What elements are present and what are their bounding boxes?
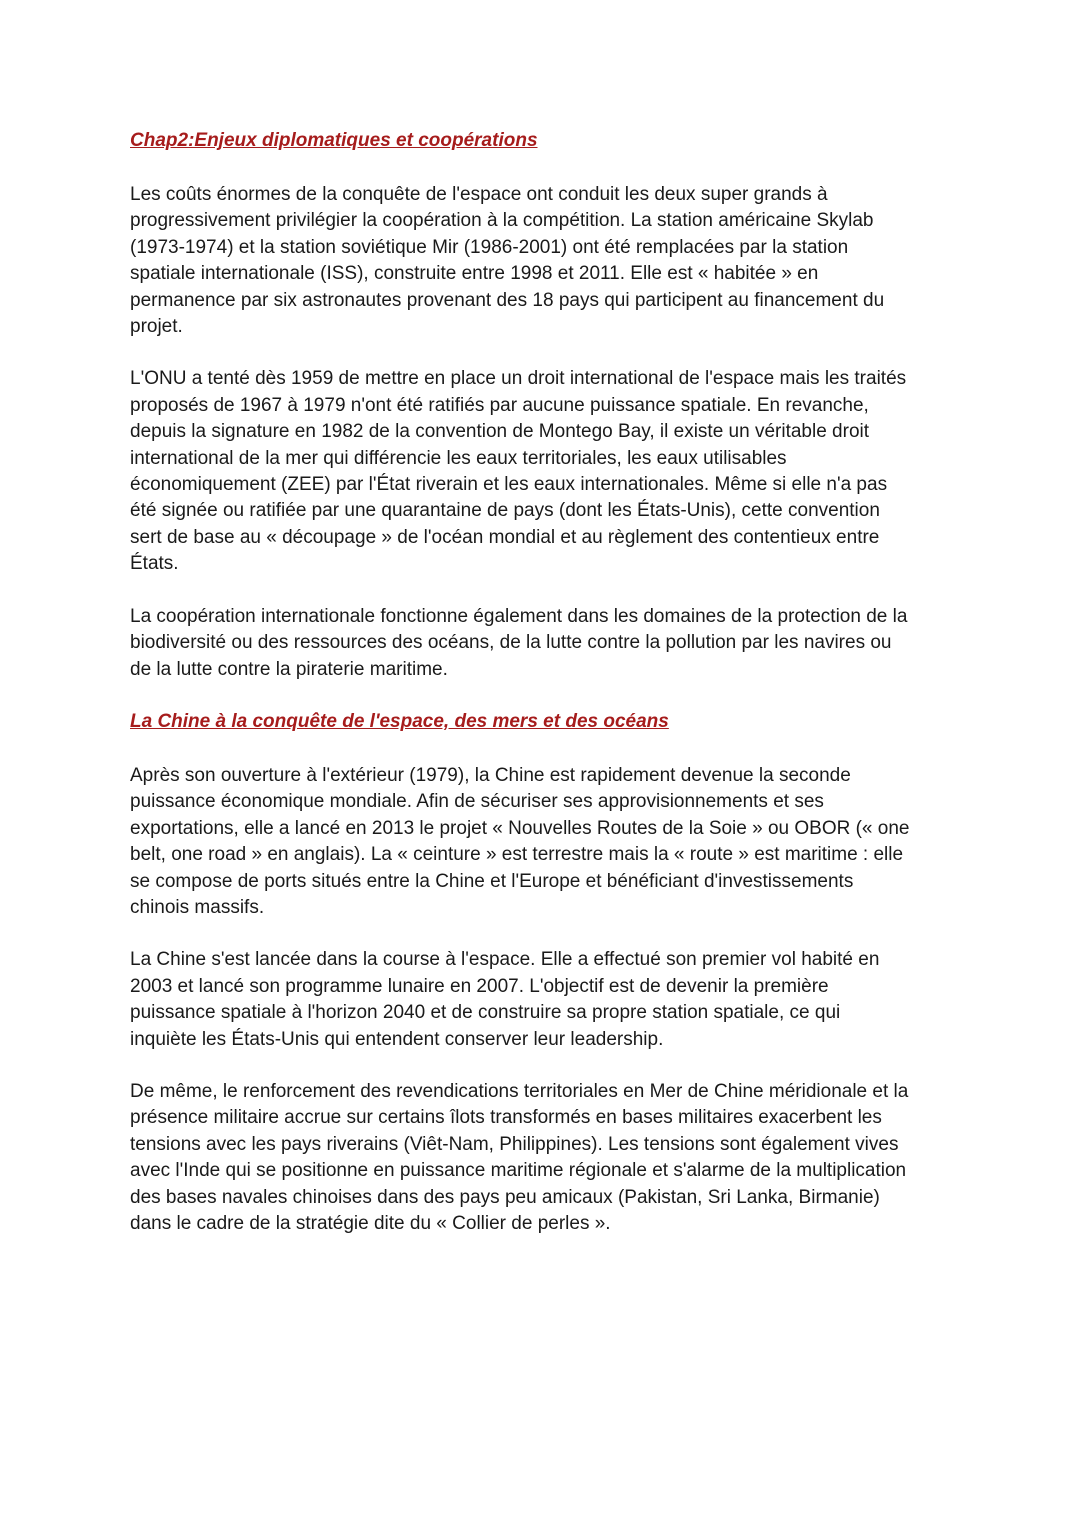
- text-line: sert de base au « découpage » de l'océan mondial et au règlement des contentieux entre: [130, 526, 880, 548]
- text-line: belt, one road » en anglais). La « ceinture » est terrestre mais la « route » est maritime : elle: [130, 844, 904, 866]
- text-line: se compose de ports situés entre la Chine et l'Europe et bénéficiant d'investissements: [130, 870, 854, 892]
- text-line: permanence par six astronautes provenant des 18 pays qui participent au financement du: [130, 289, 885, 311]
- text-line: de la lutte contre la piraterie maritime.: [130, 658, 448, 680]
- paragraph-china-obor: [130, 763, 960, 921]
- text-line: L'ONU a tenté dès 1959 de mettre en place un droit international de l'espace mais les traités: [130, 368, 907, 390]
- document-page: [130, 128, 960, 1237]
- text-line: progressivement privilégier la coopération à la compétition. La station américaine Skylab: [130, 210, 874, 232]
- text-line: dans le cadre de la stratégie dite du « Collier de perles ».: [130, 1213, 611, 1234]
- text-line: puissance économique mondiale. Afin de sécuriser ses approvisionnements et ses: [130, 791, 824, 813]
- text-line: présence militaire accrue sur certains îlots transformés en bases militaires exacerbent les: [130, 1107, 882, 1129]
- text-line: inquiète les États-Unis qui entendent conserver leur leadership.: [130, 1028, 664, 1050]
- paragraph-china-space: [130, 947, 960, 1053]
- text-line: depuis la signature en 1982 de la convention de Montego Bay, il existe un véritable droit: [130, 421, 870, 443]
- text-line: États.: [130, 553, 179, 575]
- text-line: avec l'Inde qui se positionne en puissance maritime régionale et s'alarme de la multiplication: [130, 1160, 907, 1182]
- text-line: De même, le renforcement des revendications territoriales en Mer de Chine méridionale et la: [130, 1080, 909, 1102]
- text-line: La coopération internationale fonctionne également dans les domaines de la protection de la: [130, 605, 908, 627]
- paragraph-onu-law: [130, 366, 960, 577]
- text-line: été signée ou ratifiée par une quarantaine de pays (dont les États-Unis), cette convention: [130, 500, 880, 522]
- text-line: projet.: [130, 316, 183, 338]
- text-line: économiquement (ZEE) par l'État riverain et les eaux internationales. Même si elle n'a pas: [130, 474, 888, 496]
- text-line: biodiversité ou des ressources des océans, de la lutte contre la pollution par les navires ou: [130, 632, 892, 654]
- text-line: des bases navales chinoises dans des pays peu amicaux (Pakistan, Sri Lanka, Birmanie): [130, 1186, 880, 1208]
- section-heading-china: La Chine à la conquête de l'espace, des mers et des océans: [130, 710, 669, 732]
- text-line: puissance spatiale à l'horizon 2040 et de construire sa propre station spatiale, ce qui: [130, 1002, 841, 1024]
- text-line: spatiale internationale (ISS), construite entre 1998 et 2011. Elle est « habitée » en: [130, 263, 819, 285]
- text-line: La Chine s'est lancée dans la course à l'espace. Elle a effectué son premier vol habité en: [130, 949, 880, 971]
- text-line: exportations, elle a lancé en 2013 le projet « Nouvelles Routes de la Soie » ou OBOR (« one: [130, 817, 910, 839]
- text-line: international de la mer qui différencie les eaux territoriales, les eaux utilisables: [130, 447, 787, 469]
- text-line: Les coûts énormes de la conquête de l'espace ont conduit les deux super grands à: [130, 184, 828, 205]
- text-line: 2003 et lancé son programme lunaire en 2007. L'objectif est de devenir la première: [130, 975, 829, 997]
- text-line: tensions avec les pays riverains (Viêt-Nam, Philippines). Les tensions sont également vives: [130, 1133, 899, 1155]
- paragraph-iss-cooperation: [130, 182, 960, 340]
- paragraph-international-cooperation: [130, 604, 960, 683]
- text-line: Après son ouverture à l'extérieur (1979), la Chine est rapidement devenue la seconde: [130, 764, 851, 786]
- paragraph-china-sea-tensions: [130, 1079, 960, 1237]
- text-line: (1973-1974) et la station soviétique Mir (1986-2001) ont été remplacées par la station: [130, 236, 849, 258]
- text-line: proposés de 1967 à 1979 n'ont été ratifiés par aucune puissance spatiale. En revanche,: [130, 394, 869, 416]
- section-heading-chap2: Chap2:Enjeux diplomatiques et coopérations: [130, 130, 538, 151]
- text-line: chinois massifs.: [130, 896, 265, 918]
